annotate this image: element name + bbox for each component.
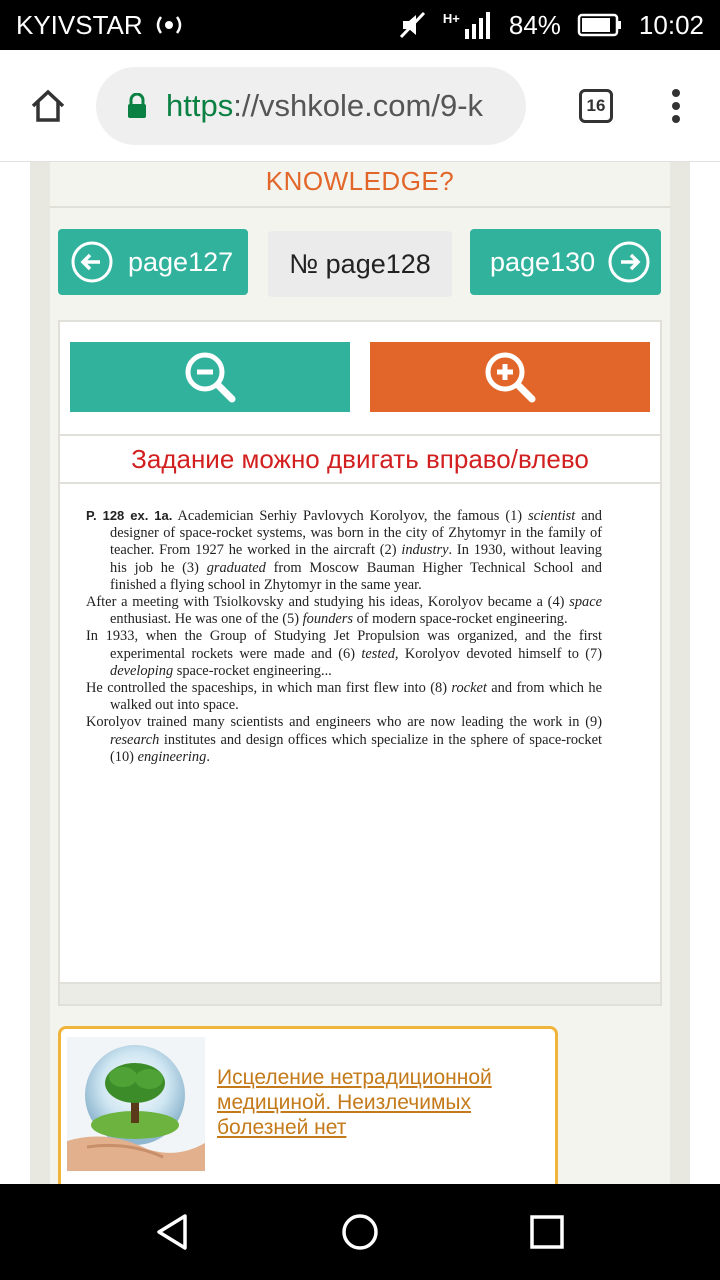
zoom-in-button[interactable] bbox=[370, 342, 650, 412]
exercise-lead: P. 128 ex. 1a. bbox=[86, 508, 173, 523]
network-signal bbox=[443, 11, 493, 39]
lock-icon bbox=[126, 93, 148, 119]
answer: industry bbox=[401, 542, 449, 559]
battery-icon bbox=[577, 12, 623, 38]
clock: 10:02 bbox=[638, 9, 704, 40]
arrow-left-icon bbox=[70, 240, 114, 284]
text-run: Korolyov trained many scientists and engineers who are now leading the work in (9) bbox=[86, 714, 602, 731]
home-button[interactable] bbox=[0, 50, 96, 162]
nfc-icon bbox=[151, 12, 187, 38]
zoom-in-icon bbox=[482, 349, 538, 405]
answer: tested bbox=[361, 645, 395, 662]
carrier-name: KYIVSTAR bbox=[16, 9, 143, 40]
text-run: enthusiast. He was one of the (5) bbox=[110, 611, 303, 628]
home-circle-icon bbox=[340, 1212, 380, 1252]
text-run: . bbox=[206, 748, 210, 765]
recents-button[interactable] bbox=[497, 1184, 597, 1280]
arrow-right-icon bbox=[607, 240, 651, 284]
exercise-paragraph bbox=[86, 628, 602, 680]
text-run: and designer of space-rocket systems, was born in the city of Zhytomyr in the family of teacher. From 1927 he worked in the aircraft (2) bbox=[110, 508, 602, 559]
tab-count: 16 bbox=[579, 89, 613, 123]
tabs-button[interactable] bbox=[546, 89, 646, 123]
next-page-label: page130 bbox=[490, 246, 596, 277]
tree-in-hands-image bbox=[67, 1037, 205, 1171]
system-nav-bar bbox=[0, 1184, 720, 1280]
text-run: , Korolyov devoted himself to (7) bbox=[394, 645, 603, 662]
ad-image[interactable] bbox=[67, 1037, 205, 1171]
zoom-out-icon bbox=[182, 349, 238, 405]
drag-hint: Задание можно двигать вправо/влево bbox=[60, 434, 660, 484]
recents-square-icon bbox=[529, 1214, 565, 1250]
text-run: and from which he walked out into space. bbox=[110, 680, 602, 714]
back-button[interactable] bbox=[123, 1184, 223, 1280]
answer: space bbox=[569, 594, 602, 611]
answer: engineering bbox=[137, 748, 207, 765]
answer: research bbox=[110, 731, 160, 748]
more-vert-icon bbox=[671, 88, 681, 124]
text-run: He controlled the spaceships, in which man first flew into (8) bbox=[86, 680, 452, 697]
text-run: space-rocket engineering... bbox=[173, 662, 332, 679]
exercise-paragraph bbox=[86, 594, 602, 628]
back-triangle-icon bbox=[153, 1212, 193, 1252]
mute-icon bbox=[397, 10, 427, 40]
text-run: from Moscow Bauman Higher Technical School and finished a flying school in Zhytomyr in the same year. bbox=[110, 559, 603, 593]
web-page bbox=[0, 162, 720, 1184]
exercise-panel bbox=[58, 320, 662, 984]
exercise-paragraph bbox=[86, 714, 602, 766]
status-bar bbox=[0, 0, 720, 50]
answer: scientist bbox=[528, 508, 576, 524]
prev-page-button[interactable] bbox=[58, 229, 248, 295]
ad-block[interactable] bbox=[58, 1026, 558, 1184]
panel-footer bbox=[58, 984, 662, 1006]
url-text: ://vshkole.com/9-k bbox=[233, 87, 484, 123]
prev-page-label: page127 bbox=[128, 246, 234, 277]
home-icon bbox=[28, 86, 68, 126]
ad-link[interactable]: Исцеление нетрадиционной медициной. Неизлечимых болезней нет bbox=[217, 1066, 492, 1139]
exercise-paragraph bbox=[86, 680, 602, 714]
current-page-label: № page128 bbox=[268, 231, 452, 297]
network-type: H+ bbox=[442, 11, 460, 26]
overflow-menu-button[interactable] bbox=[646, 88, 706, 124]
answer: founders bbox=[302, 611, 353, 628]
text-run: . In 1930, without leaving his job he (3) bbox=[110, 542, 603, 576]
browser-toolbar bbox=[0, 50, 720, 162]
text-run: institutes and design offices which specialize in the sphere of space-rocket (10) bbox=[110, 731, 602, 765]
signal-icon bbox=[463, 11, 493, 39]
answer: rocket bbox=[451, 680, 487, 697]
zoom-out-button[interactable] bbox=[70, 342, 350, 412]
carrier bbox=[16, 10, 187, 41]
section-heading: KNOWLEDGE? bbox=[50, 162, 670, 208]
exercise-paragraph bbox=[86, 507, 602, 594]
text-run: of modern space-rocket engineering. bbox=[353, 611, 568, 628]
text-run: In 1933, when the Group of Studying Jet Propulsion was organized, and the first experimental rockets were made and (6) bbox=[86, 628, 602, 662]
battery-percent: 84% bbox=[508, 9, 561, 40]
home-system-button[interactable] bbox=[310, 1184, 410, 1280]
answer: graduated bbox=[206, 559, 266, 576]
url-scheme: https bbox=[166, 87, 234, 123]
answer: developing bbox=[110, 662, 174, 679]
exercise-text[interactable] bbox=[60, 507, 660, 766]
text-run: Academician Serhiy Pavlovych Korolyov, the famous (1) bbox=[172, 508, 529, 524]
url-bar[interactable] bbox=[96, 67, 526, 145]
next-page-button[interactable] bbox=[470, 229, 661, 295]
text-run: After a meeting with Tsiolkovsky and studying his ideas, Korolyov became a (4) bbox=[86, 594, 570, 611]
